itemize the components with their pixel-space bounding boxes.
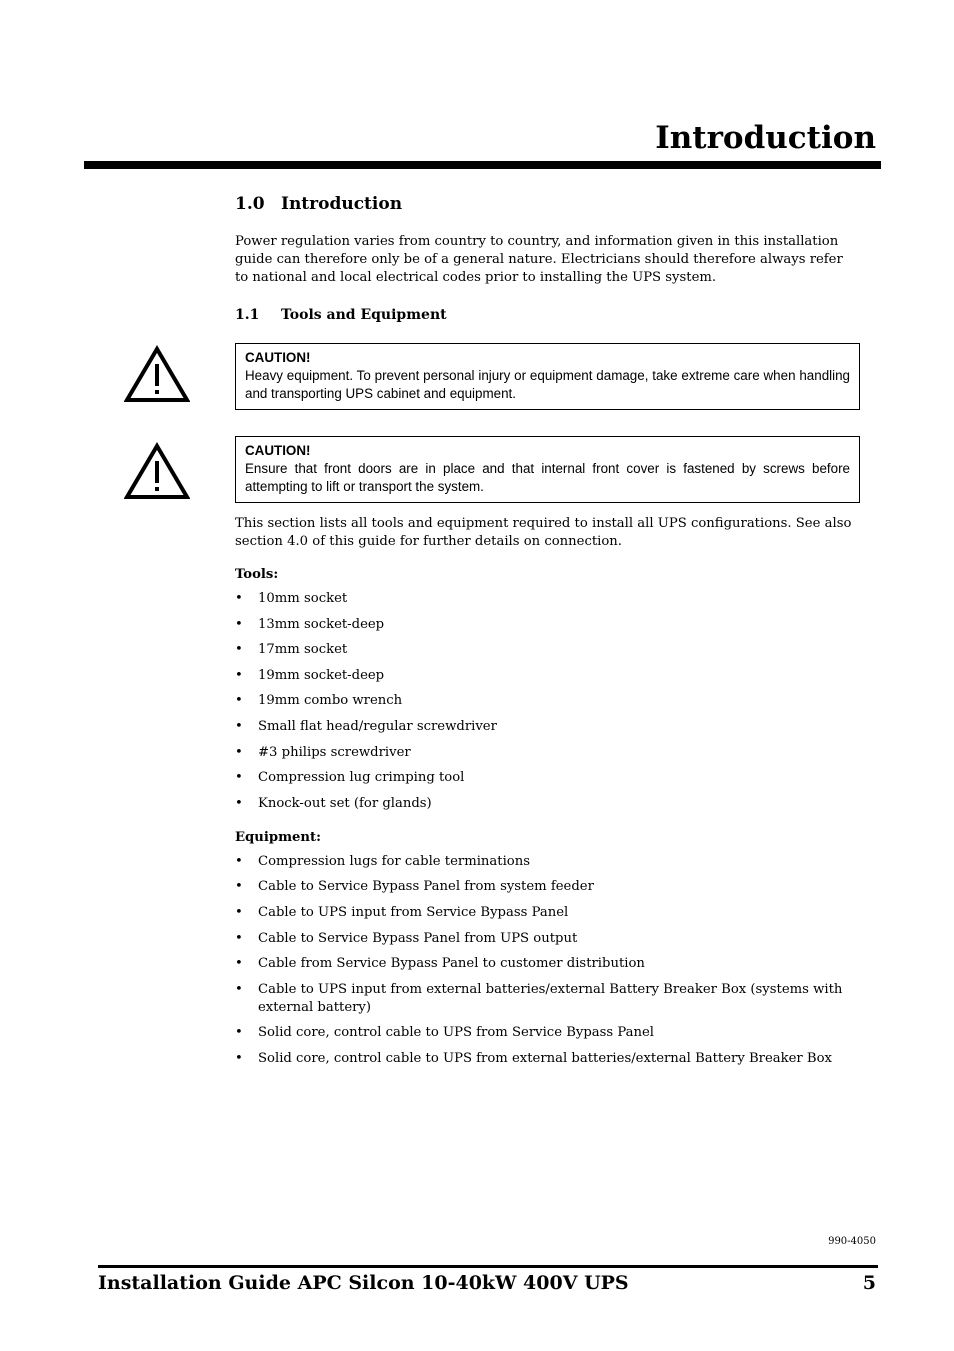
list-item xyxy=(235,981,860,1017)
section-paragraph: This section lists all tools and equipment required to install all UPS configurations. See also section 4.0 of this guide for further details on connection. xyxy=(235,516,852,549)
bullet-icon: • xyxy=(235,956,243,972)
bullet-icon: • xyxy=(235,667,243,683)
list-item xyxy=(235,744,860,762)
list-item xyxy=(235,1024,860,1042)
bullet-icon: • xyxy=(235,981,243,997)
list-item-text: Cable from Service Bypass Panel to customer distribution xyxy=(258,956,645,972)
list-item-text: Cable to UPS input from external batteries/external Battery Breaker Box (systems with external battery) xyxy=(258,981,843,1015)
list-item-text: Cable to Service Bypass Panel from UPS output xyxy=(258,930,578,946)
subsection-number: 1.1 xyxy=(235,307,260,323)
list-item xyxy=(235,853,860,871)
bullet-icon: • xyxy=(235,1025,243,1041)
section-number: 1.0 xyxy=(235,194,265,214)
list-item xyxy=(235,904,860,922)
document-code: 990-4050 xyxy=(828,1236,876,1247)
bullet-icon: • xyxy=(235,616,243,632)
caution-box xyxy=(235,343,860,410)
list-item-text: 10mm socket xyxy=(258,591,348,606)
bullet-icon: • xyxy=(235,795,243,811)
list-item xyxy=(235,930,860,948)
caution-box xyxy=(235,436,860,503)
list-item-text: Knock-out set (for glands) xyxy=(258,795,432,811)
footer-rule xyxy=(98,1265,878,1268)
warning-triangle-icon xyxy=(124,442,190,500)
list-item-text: 19mm combo wrench xyxy=(258,693,403,709)
bullet-icon: • xyxy=(235,718,243,734)
list-item xyxy=(235,1050,860,1068)
equipment-list xyxy=(235,853,860,1068)
bullet-icon: • xyxy=(235,853,243,869)
bullet-icon: • xyxy=(235,930,243,946)
list-item xyxy=(235,590,860,608)
bullet-icon: • xyxy=(235,879,243,895)
bullet-icon: • xyxy=(235,744,243,760)
caution-notice xyxy=(235,436,860,503)
list-item-text: Compression lugs for cable terminations xyxy=(258,853,530,869)
list-item xyxy=(235,641,860,659)
bullet-icon: • xyxy=(235,693,243,709)
equipment-heading: Equipment: xyxy=(235,829,321,845)
bullet-icon: • xyxy=(235,904,243,920)
list-item-text: Cable to UPS input from Service Bypass Panel xyxy=(258,904,569,920)
caution-text: Ensure that front doors are in place and that internal front cover is fastened by screws before attempting to lift or transport the system. xyxy=(245,461,850,494)
list-item xyxy=(235,616,860,634)
page-number: 5 xyxy=(862,1272,876,1294)
section-title: Introduction xyxy=(281,194,403,214)
subsection-title: Tools and Equipment xyxy=(281,307,447,323)
list-item-text: 13mm socket-deep xyxy=(258,616,385,632)
list-item xyxy=(235,878,860,896)
bullet-icon: • xyxy=(235,642,243,658)
list-item xyxy=(235,955,860,973)
intro-paragraph: Power regulation varies from country to country, and information given in this installation guide can therefore only be of a general nature. Electricians should therefore always refer to national and local electrical codes prior to installing the UPS system. xyxy=(235,234,843,285)
caution-text: Heavy equipment. To prevent personal injury or equipment damage, take extreme care when handling and transporting UPS cabinet and equipment. xyxy=(245,368,850,401)
tools-list xyxy=(235,590,860,813)
list-item xyxy=(235,795,860,813)
list-item xyxy=(235,692,860,710)
list-item-text: Cable to Service Bypass Panel from system feeder xyxy=(258,879,594,895)
caution-heading: CAUTION! xyxy=(245,350,311,365)
list-item-text: Solid core, control cable to UPS from Service Bypass Panel xyxy=(258,1025,655,1041)
list-item-text: 19mm socket-deep xyxy=(258,667,385,683)
footer-title: Installation Guide APC Silcon 10-40kW 400V UPS xyxy=(98,1272,629,1294)
list-item-text: Compression lug crimping tool xyxy=(258,770,465,786)
list-item-text: #3 philips screwdriver xyxy=(258,744,411,760)
tools-heading: Tools: xyxy=(235,567,279,582)
list-item-text: Solid core, control cable to UPS from external batteries/external Battery Breaker Box xyxy=(258,1050,832,1066)
list-item-text: 17mm socket xyxy=(258,642,348,658)
bullet-icon: • xyxy=(235,770,243,786)
list-item xyxy=(235,769,860,787)
bullet-icon: • xyxy=(235,591,243,606)
list-item xyxy=(235,667,860,685)
list-item-text: Small flat head/regular screwdriver xyxy=(258,718,497,734)
subsection-heading xyxy=(235,307,860,323)
caution-notice xyxy=(235,343,860,410)
section-heading xyxy=(235,190,860,214)
caution-heading: CAUTION! xyxy=(245,443,311,458)
chapter-title: Introduction xyxy=(655,120,876,156)
page-content xyxy=(235,190,860,1076)
list-item xyxy=(235,718,860,736)
header-rule xyxy=(84,161,881,169)
warning-triangle-icon xyxy=(124,345,190,403)
bullet-icon: • xyxy=(235,1050,243,1066)
